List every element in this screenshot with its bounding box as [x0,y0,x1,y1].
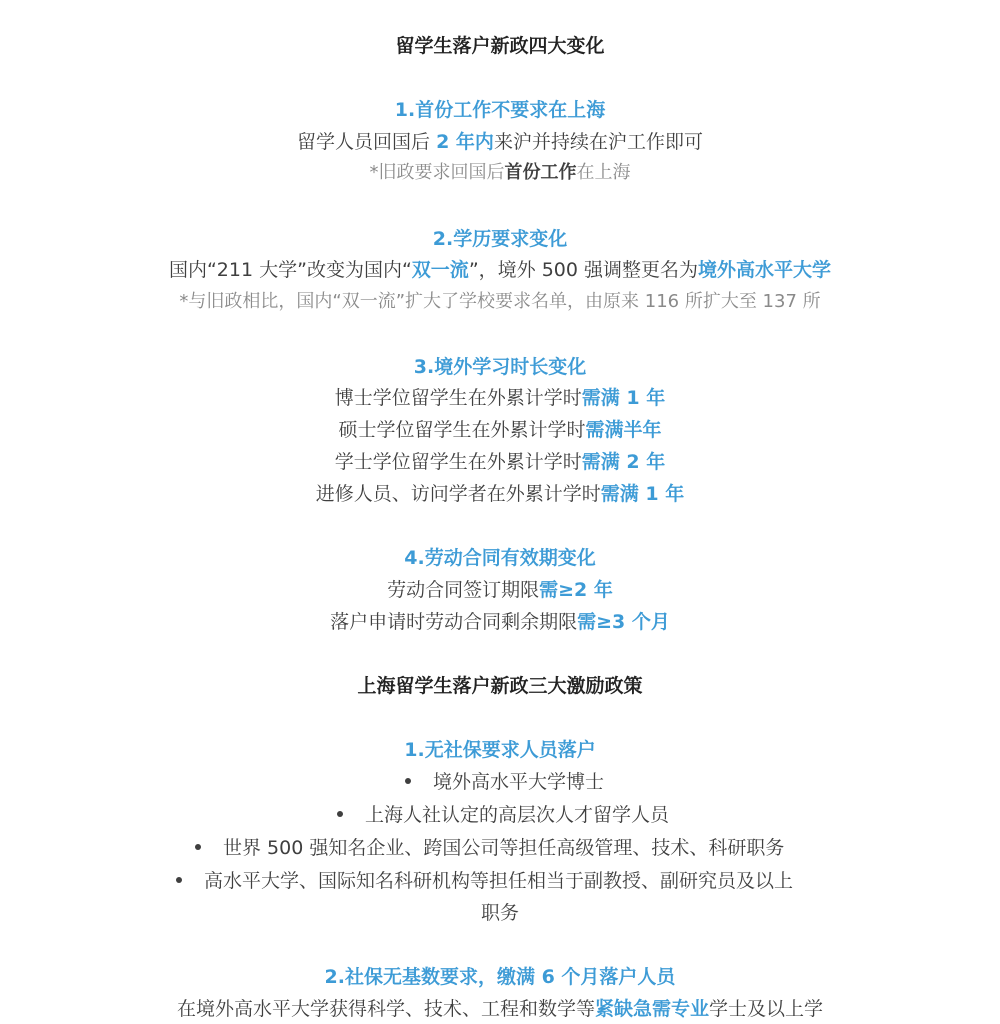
change-3-line-3 [0,447,1000,477]
text: ”，境外 500 强调整更名为 [468,259,699,281]
change-4-line-2 [0,607,1000,637]
change-1-note [0,158,1000,188]
text: 落户申请时劳动合同剩余期限 [330,611,578,633]
change-4-line-1 [0,575,1000,605]
list-item-text: 上海人社认定的高层次人才留学人员 [365,804,670,826]
change-3-line-4 [0,479,1000,509]
text: 在境外高水平大学获得科学、技术、工程和数学等 [176,998,595,1020]
bullet-icon [176,877,182,883]
list-item-text: 世界 500 强知名企业、跨国公司等担任高级管理、技术、科研职务 [223,837,785,859]
highlight-text: 需满 1 年 [581,387,666,409]
list-item-text: 境外高水平大学博士 [433,771,605,793]
highlight-text: 需≥3 个月 [577,611,670,633]
text: 国内“211 大学”改变为国内“ [168,259,412,281]
highlight-text: 需≥2 年 [539,579,613,601]
text: 学士学位留学生在外累计学时 [334,451,582,473]
bullet-icon [337,811,343,817]
change-2-note: *与旧政相比，国内“双一流”扩大了学校要求名单，由原来 116 所扩大至 137 所 [179,291,821,312]
change-heading-1: 1.首份工作不要求在上海 [394,99,606,121]
highlight-text: 需满 1 年 [600,483,685,505]
change-3-line-1 [0,383,1000,413]
text: 学士及以上学 [709,998,824,1020]
change-heading-2: 2.学历要求变化 [432,228,568,250]
incentive-heading-2: 2.社保无基数要求，缴满 6 个月落户人员 [324,966,676,988]
list-item [405,767,604,797]
highlight-text: 2 年内 [436,131,494,153]
change-2-line [0,255,1000,285]
bullet-icon [405,778,411,784]
text: 在上海 [576,162,631,183]
highlight-text: 紧缺急需专业 [594,998,709,1020]
text: 硕士学位留学生在外累计学时 [338,419,586,441]
text: *旧政要求回国后 [369,162,505,183]
incentive-heading-1: 1.无社保要求人员落户 [404,739,596,761]
change-heading-3: 3.境外学习时长变化 [413,356,587,378]
list-item [176,866,793,896]
text: 来沪并持续在沪工作即可 [493,131,703,153]
change-heading-4: 4.劳动合同有效期变化 [404,547,596,569]
section-title: 留学生落户新政四大变化 [395,35,605,57]
list-item [195,833,784,863]
bold-text: 首份工作 [504,162,577,183]
text: 博士学位留学生在外累计学时 [334,387,582,409]
highlight-text: 需满 2 年 [581,451,666,473]
list-item-continuation: 职务 [480,902,519,924]
highlight-text: 境外高水平大学 [698,259,832,281]
text: 留学人员回国后 [297,131,437,153]
section-title: 上海留学生落户新政三大激励政策 [357,675,643,697]
list-item-text: 高水平大学、国际知名科研机构等担任相当于副教授、副研究员及以上 [204,870,794,892]
text: 劳动合同签订期限 [387,579,540,601]
highlight-text: 双一流 [411,259,469,281]
change-1-line [0,127,1000,157]
highlight-text: 需满半年 [585,419,662,441]
list-item [337,800,669,830]
change-3-line-2 [0,415,1000,445]
incentive-2-line [0,994,1000,1024]
bullet-icon [195,844,201,850]
text: 进修人员、访问学者在外累计学时 [315,483,601,505]
